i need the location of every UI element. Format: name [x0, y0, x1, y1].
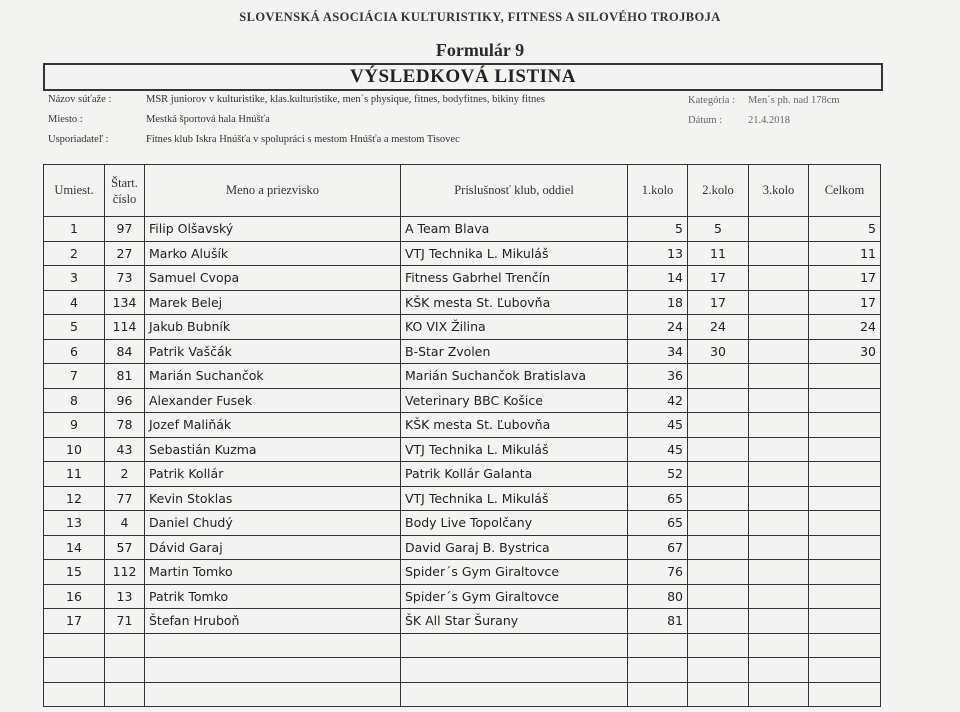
cell-round3 [749, 217, 809, 242]
cell-round1: 65 [628, 486, 688, 511]
place-label: Miesto : [48, 114, 83, 125]
cell-club: Body Live Topolčany [401, 511, 628, 536]
cell-start-number: 71 [105, 609, 145, 634]
cell-start-number: 78 [105, 413, 145, 438]
cell-round2 [688, 511, 749, 536]
cell-round2 [688, 584, 749, 609]
cell-place: 7 [44, 364, 105, 389]
cell-start-number: 57 [105, 535, 145, 560]
cell-club [401, 658, 628, 683]
table-row [44, 217, 881, 242]
cell-round2: 17 [688, 266, 749, 291]
cell-round1: 76 [628, 560, 688, 585]
cell-round2 [688, 682, 749, 707]
cell-round1 [628, 633, 688, 658]
col-round1: 1.kolo [628, 165, 688, 217]
cell-round1: 5 [628, 217, 688, 242]
cell-round3 [749, 241, 809, 266]
cell-name: Patrik Tomko [145, 584, 401, 609]
cell-club: Fitness Gabrhel Trenčín [401, 266, 628, 291]
cell-round3 [749, 511, 809, 536]
cell-round2 [688, 658, 749, 683]
table-row [44, 315, 881, 340]
cell-name: Patrik Vaščák [145, 339, 401, 364]
cell-place: 4 [44, 290, 105, 315]
col-total: Celkom [809, 165, 881, 217]
cell-club: VTJ Technika L. Mikuláš [401, 486, 628, 511]
cell-round2: 11 [688, 241, 749, 266]
cell-place: 12 [44, 486, 105, 511]
cell-total [809, 535, 881, 560]
cell-club: KŠK mesta St. Ľubovňa [401, 290, 628, 315]
cell-place [44, 633, 105, 658]
cell-round1 [628, 658, 688, 683]
cell-club: VTJ Technika L. Mikuláš [401, 437, 628, 462]
organizer-label: Usporiadateľ : [48, 134, 109, 145]
cell-round2: 17 [688, 290, 749, 315]
cell-club: Veterinary BBC Košice [401, 388, 628, 413]
cell-round2 [688, 437, 749, 462]
col-round2: 2.kolo [688, 165, 749, 217]
table-row [44, 584, 881, 609]
table-row [44, 437, 881, 462]
cell-name: Štefan Hruboň [145, 609, 401, 634]
cell-name [145, 682, 401, 707]
col-name: Meno a priezvisko [145, 165, 401, 217]
cell-round2: 24 [688, 315, 749, 340]
organization-name: SLOVENSKÁ ASOCIÁCIA KULTURISTIKY, FITNESS A SILOVÉHO TROJBOJA [239, 10, 721, 24]
cell-club: A Team Blava [401, 217, 628, 242]
cell-round1: 52 [628, 462, 688, 487]
cell-round2: 5 [688, 217, 749, 242]
cell-start-number: 97 [105, 217, 145, 242]
cell-name: Marián Suchančok [145, 364, 401, 389]
cell-round1: 34 [628, 339, 688, 364]
cell-place [44, 658, 105, 683]
cell-name: Kevin Stoklas [145, 486, 401, 511]
form-number: Formulár 9 [435, 40, 525, 60]
cell-club [401, 682, 628, 707]
cell-round3 [749, 658, 809, 683]
cell-start-number: 112 [105, 560, 145, 585]
cell-total: 11 [809, 241, 881, 266]
cell-name [145, 633, 401, 658]
cell-place [44, 682, 105, 707]
cell-total: 17 [809, 290, 881, 315]
cell-place: 6 [44, 339, 105, 364]
cell-club: ŠK All Star Šurany [401, 609, 628, 634]
cell-place: 13 [44, 511, 105, 536]
cell-start-number: 27 [105, 241, 145, 266]
table-row [44, 560, 881, 585]
cell-round1: 45 [628, 437, 688, 462]
cell-place: 1 [44, 217, 105, 242]
cell-total [809, 560, 881, 585]
cell-round2 [688, 462, 749, 487]
cell-name: Martin Tomko [145, 560, 401, 585]
cell-club: B-Star Zvolen [401, 339, 628, 364]
col-start-number [105, 165, 145, 217]
cell-start-number [105, 658, 145, 683]
cell-start-number [105, 633, 145, 658]
cell-round3 [749, 609, 809, 634]
cell-place: 5 [44, 315, 105, 340]
cell-round3 [749, 290, 809, 315]
cell-round3 [749, 266, 809, 291]
table-row [44, 413, 881, 438]
date-label: Dátum : [688, 115, 723, 126]
cell-total [809, 388, 881, 413]
cell-start-number: 13 [105, 584, 145, 609]
cell-place: 11 [44, 462, 105, 487]
cell-round3 [749, 560, 809, 585]
cell-start-number: 96 [105, 388, 145, 413]
cell-round3 [749, 388, 809, 413]
cell-round2 [688, 560, 749, 585]
table-row [44, 658, 881, 683]
cell-round1: 24 [628, 315, 688, 340]
cell-start-number: 73 [105, 266, 145, 291]
place-value: Mestká športová hala Hnúšťa [146, 114, 270, 125]
cell-total: 17 [809, 266, 881, 291]
cell-total [809, 486, 881, 511]
cell-round1: 42 [628, 388, 688, 413]
cell-place: 2 [44, 241, 105, 266]
cell-total [809, 658, 881, 683]
table-row [44, 290, 881, 315]
cell-round1: 81 [628, 609, 688, 634]
cell-round3 [749, 633, 809, 658]
cell-name: Marko Alušík [145, 241, 401, 266]
results-table [43, 164, 881, 707]
table-row [44, 388, 881, 413]
cell-round1: 36 [628, 364, 688, 389]
organizer-value: Fitnes klub Iskra Hnúšťa v spolupráci s mestom Hnúšťa a mestom Tisovec [146, 134, 460, 145]
cell-round3 [749, 364, 809, 389]
table-row [44, 535, 881, 560]
cell-place: 17 [44, 609, 105, 634]
cell-name: Sebastián Kuzma [145, 437, 401, 462]
cell-name: Jakub Bubník [145, 315, 401, 340]
category-label: Kategória : [688, 95, 735, 106]
cell-total [809, 413, 881, 438]
cell-round1: 65 [628, 511, 688, 536]
cell-name: Alexander Fusek [145, 388, 401, 413]
cell-club: Spider´s Gym Giraltovce [401, 584, 628, 609]
cell-club: Patrik Kollár Galanta [401, 462, 628, 487]
cell-club: VTJ Technika L. Mikuláš [401, 241, 628, 266]
cell-club: KŠK mesta St. Ľubovňa [401, 413, 628, 438]
table-row [44, 609, 881, 634]
cell-name: Filip Olšavský [145, 217, 401, 242]
cell-total: 24 [809, 315, 881, 340]
cell-place: 9 [44, 413, 105, 438]
competition-value: MSR juniorov v kulturistike, klas.kulturistike, men´s physique, fitnes, bodyfitnes, bikiny fitnes [146, 94, 545, 105]
table-row [44, 633, 881, 658]
cell-total: 30 [809, 339, 881, 364]
cell-total [809, 584, 881, 609]
cell-start-number: 114 [105, 315, 145, 340]
date-value: 21.4.2018 [748, 115, 790, 126]
cell-club [401, 633, 628, 658]
cell-start-number: 2 [105, 462, 145, 487]
col-start-line2: číslo [112, 191, 137, 206]
col-round3: 3.kolo [749, 165, 809, 217]
table-row [44, 241, 881, 266]
cell-club: KO VIX Žilina [401, 315, 628, 340]
cell-total [809, 633, 881, 658]
col-club: Príslušnosť klub, oddiel [401, 165, 628, 217]
cell-club: David Garaj B. Bystrica [401, 535, 628, 560]
cell-club: Marián Suchančok Bratislava [401, 364, 628, 389]
cell-club: Spider´s Gym Giraltovce [401, 560, 628, 585]
table-row [44, 266, 881, 291]
cell-round3 [749, 413, 809, 438]
cell-round2 [688, 364, 749, 389]
cell-total [809, 682, 881, 707]
cell-round1 [628, 682, 688, 707]
cell-total [809, 609, 881, 634]
cell-place: 15 [44, 560, 105, 585]
cell-name [145, 658, 401, 683]
cell-round1: 18 [628, 290, 688, 315]
cell-start-number: 84 [105, 339, 145, 364]
cell-name: Dávid Garaj [145, 535, 401, 560]
cell-start-number: 77 [105, 486, 145, 511]
table-row [44, 682, 881, 707]
cell-start-number: 4 [105, 511, 145, 536]
cell-start-number [105, 682, 145, 707]
cell-name: Samuel Cvopa [145, 266, 401, 291]
category-value: Men´s ph. nad 178cm [748, 95, 840, 106]
cell-round2 [688, 413, 749, 438]
cell-place: 3 [44, 266, 105, 291]
cell-round1: 67 [628, 535, 688, 560]
cell-round3 [749, 462, 809, 487]
cell-total: 5 [809, 217, 881, 242]
cell-total [809, 437, 881, 462]
cell-place: 14 [44, 535, 105, 560]
cell-round2 [688, 609, 749, 634]
cell-round2 [688, 535, 749, 560]
cell-round3 [749, 535, 809, 560]
competition-label: Názov súťaže : [48, 94, 112, 105]
cell-place: 8 [44, 388, 105, 413]
cell-total [809, 364, 881, 389]
cell-name: Patrik Kollár [145, 462, 401, 487]
cell-name: Daniel Chudý [145, 511, 401, 536]
cell-name: Marek Belej [145, 290, 401, 315]
cell-start-number: 81 [105, 364, 145, 389]
cell-start-number: 43 [105, 437, 145, 462]
cell-round2 [688, 633, 749, 658]
cell-place: 16 [44, 584, 105, 609]
cell-round3 [749, 437, 809, 462]
col-place: Umiest. [44, 165, 105, 217]
cell-round2 [688, 486, 749, 511]
cell-total [809, 511, 881, 536]
col-start-line1: Štart. [111, 175, 138, 190]
cell-round3 [749, 584, 809, 609]
cell-round3 [749, 315, 809, 340]
table-row [44, 462, 881, 487]
table-row [44, 486, 881, 511]
table-row [44, 364, 881, 389]
cell-round1: 13 [628, 241, 688, 266]
page-title: VÝSLEDKOVÁ LISTINA [43, 63, 883, 91]
cell-round1: 14 [628, 266, 688, 291]
table-row [44, 339, 881, 364]
table-row [44, 511, 881, 536]
cell-round1: 45 [628, 413, 688, 438]
cell-round2: 30 [688, 339, 749, 364]
cell-round2 [688, 388, 749, 413]
cell-place: 10 [44, 437, 105, 462]
table-header-row [44, 165, 881, 217]
cell-start-number: 134 [105, 290, 145, 315]
cell-round3 [749, 486, 809, 511]
cell-total [809, 462, 881, 487]
cell-round3 [749, 682, 809, 707]
cell-round3 [749, 339, 809, 364]
cell-round1: 80 [628, 584, 688, 609]
cell-name: Jozef Maliňák [145, 413, 401, 438]
